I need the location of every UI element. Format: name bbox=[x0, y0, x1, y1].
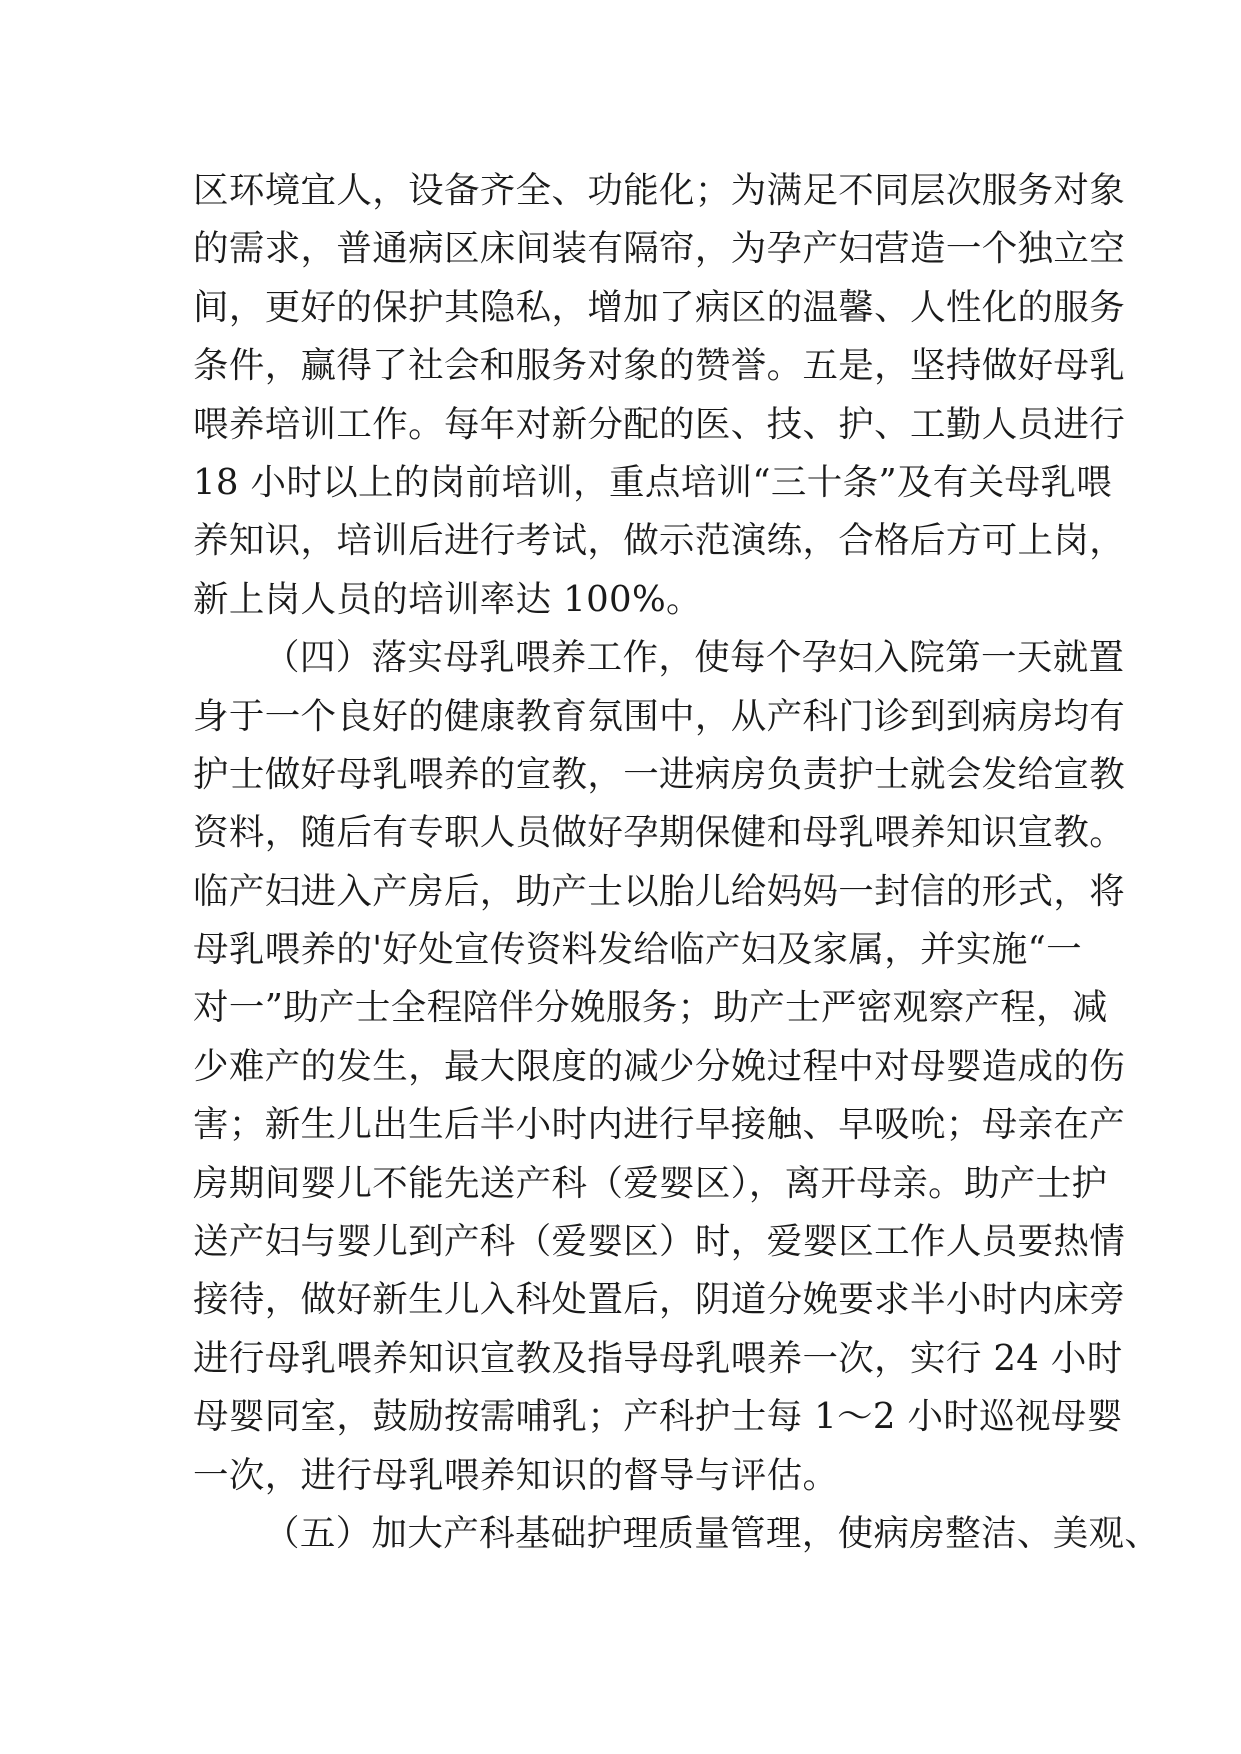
text-line: 护士做好母乳喂养的宣教，一进病房负责护士就会发给宣教 bbox=[193, 753, 1126, 795]
paragraph-first-line: （五）加大产科基础护理质量管理，使病房整洁、美观、 bbox=[264, 1512, 1161, 1554]
body-text bbox=[193, 162, 1161, 1563]
text-line: 身于一个良好的健康教育氛围中，从产科门诊到到病房均有 bbox=[193, 695, 1126, 737]
text-line: 新上岗人员的培训率达 100%。 bbox=[193, 578, 702, 620]
text-line: 母婴同室，鼓励按需哺乳；产科护士每 1～2 小时巡视母婴 bbox=[193, 1396, 1123, 1438]
text-line: 母乳喂养的'好处宣传资料发给临产妇及家属，并实施“一 bbox=[193, 929, 1083, 971]
text-line: 的需求，普通病区床间装有隔帘，为孕产妇营造一个独立空 bbox=[193, 228, 1126, 270]
text-line: 害；新生儿出生后半小时内进行早接触、早吸吮；母亲在产 bbox=[193, 1104, 1126, 1146]
text-line: 对一”助产士全程陪伴分娩服务；助产士严密观察产程，减 bbox=[193, 987, 1108, 1029]
text-line: 一次，进行母乳喂养知识的督导与评估。 bbox=[193, 1454, 839, 1496]
text-line: 18 小时以上的岗前培训，重点培训“三十条”及有关母乳喂 bbox=[193, 461, 1113, 503]
text-line: 喂养培训工作。每年对新分配的医、技、护、工勤人员进行 bbox=[193, 403, 1126, 445]
text-line: 区环境宜人，设备齐全、功能化；为满足不同层次服务对象 bbox=[193, 170, 1126, 211]
paragraph-first-line: （四）落实母乳喂养工作，使每个孕妇入院第一天就置 bbox=[264, 637, 1125, 679]
text-line: 送产妇与婴儿到产科（爱婴区）时，爱婴区工作人员要热情 bbox=[193, 1221, 1126, 1263]
text-line: 临产妇进入产房后，助产士以胎儿给妈妈一封信的形式，将 bbox=[193, 870, 1126, 912]
text-line: 条件，赢得了社会和服务对象的赞誉。五是，坚持做好母乳 bbox=[193, 345, 1126, 387]
text-line: 接待，做好新生儿入科处置后，阴道分娩要求半小时内床旁 bbox=[193, 1279, 1126, 1321]
text-line: 房期间婴儿不能先送产科（爱婴区），离开母亲。助产士护 bbox=[193, 1162, 1108, 1204]
text-line: 进行母乳喂养知识宣教及指导母乳喂养一次，实行 24 小时 bbox=[193, 1337, 1123, 1379]
text-line: 养知识，培训后进行考试，做示范演练，合格后方可上岗， bbox=[193, 520, 1126, 562]
text-line: 少难产的发生，最大限度的减少分娩过程中对母婴造成的伤 bbox=[193, 1045, 1126, 1087]
text-line: 间，更好的保护其隐私，增加了病区的温馨、人性化的服务 bbox=[193, 286, 1126, 328]
text-line: 资料，随后有专职人员做好孕期保健和母乳喂养知识宣教。 bbox=[193, 812, 1126, 854]
